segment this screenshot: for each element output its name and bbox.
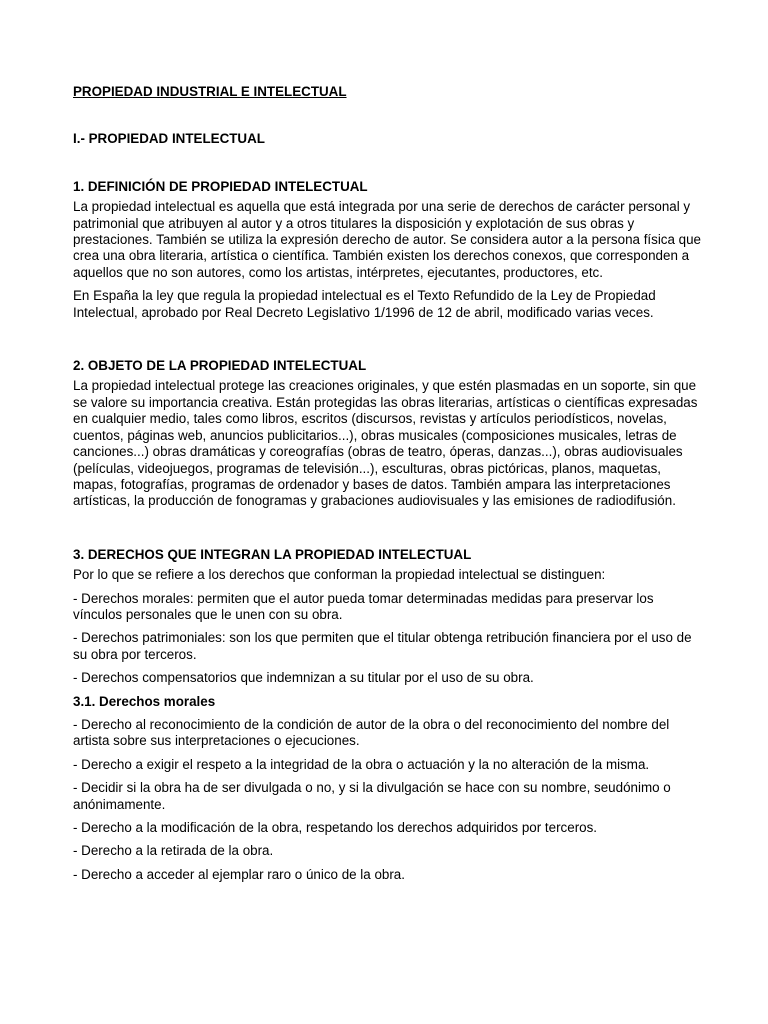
list-item: - Derecho a la retirada de la obra. — [73, 843, 274, 859]
section-heading-definicion: 1. DEFINICIÓN DE PROPIEDAD INTELECTUAL — [73, 178, 368, 194]
list-item: - Derecho a exigir el respeto a la integridad de la obra o actuación y la no alteración de la misma. — [73, 756, 650, 772]
document-title: PROPIEDAD INDUSTRIAL E INTELECTUAL — [73, 84, 347, 99]
paragraph: Por lo que se refiere a los derechos que conforman la propiedad intelectual se distinguen: — [73, 567, 606, 583]
section-heading-derechos: 3. DERECHOS QUE INTEGRAN LA PROPIEDAD INTELECTUAL — [73, 546, 472, 562]
section-heading-objeto: 2. OBJETO DE LA PROPIEDAD INTELECTUAL — [73, 358, 367, 374]
subsection-heading-derechos-morales: 3.1. Derechos morales — [73, 693, 216, 709]
list-item: - Derechos patrimoniales: son los que permiten que el titular obtenga retribución financiera por el uso de su obra por terceros. — [73, 630, 692, 662]
part-heading: I.- PROPIEDAD INTELECTUAL — [73, 131, 265, 147]
spacer — [73, 148, 703, 179]
spacer — [73, 517, 703, 547]
list-item: - Decidir si la obra ha de ser divulgada o no, y si la divulgación se hace con su nombre, seudónimo o anónimamente. — [73, 780, 671, 812]
paragraph: La propiedad intelectual es aquella que está integrada por una serie de derechos de carácter personal y patrimonial que atribuyen al autor y a otros titulares la disposición y explotación de sus obras y prestaciones. También se utiliza la expresión derecho de autor. Se considera autor a la persona física que crea una obra literaria, artística o científica. También existen los derechos conexos, que corresponden a aquellos que no son autores, como los artistas, intérpretes, ejecutantes, productores, etc. — [73, 199, 702, 280]
list-item: - Derechos compensatorios que indemnizan a su titular por el uso de su obra. — [73, 670, 534, 686]
spacer — [73, 100, 703, 131]
list-item: - Derecho al reconocimiento de la condición de autor de la obra o del reconocimiento del nombre del artista sobre sus interpretaciones o ejecuciones. — [73, 716, 670, 749]
spacer — [73, 328, 703, 358]
paragraph: En España la ley que regula la propiedad intelectual es el Texto Refundido de la Ley de Propiedad Intelectual, aprobado por Real Decreto Legislativo 1/1996 de 12 de abril, modificado varias veces. — [73, 288, 656, 320]
document-page — [73, 84, 703, 890]
list-item: - Derecho a la modificación de la obra, respetando los derechos adquiridos por terceros. — [73, 820, 598, 835]
list-item: - Derecho a acceder al ejemplar raro o único de la obra. — [73, 866, 405, 882]
list-item: - Derechos morales: permiten que el autor pueda tomar determinadas medidas para preservar los vínculos personales que le unen con su obra. — [73, 590, 654, 622]
paragraph: La propiedad intelectual protege las creaciones originales, y que estén plasmadas en un soporte, sin que se valore su importancia creativa. Están protegidas las obras literarias, artísticas o científicas expresadas en cualquier medio, tales como libros, escritos (discursos, revistas y artículos periodísticos, novelas, cuentos, páginas web, anuncios publicitarios...), obras musicales (composiciones musicales, letras de canciones...) obras dramáticas y coreografías (obras de teatro, óperas, danzas...), obras audiovisuales (películas, videojuegos, programas de televisión...), esculturas, obras pictóricas, planos, maquetas, mapas, fotografías, programas de ordenador y bases de datos. También ampara las interpretaciones artísticas, la producción de fonogramas y grabaciones audiovisuales y las emisiones de radiodifusión. — [73, 378, 698, 509]
